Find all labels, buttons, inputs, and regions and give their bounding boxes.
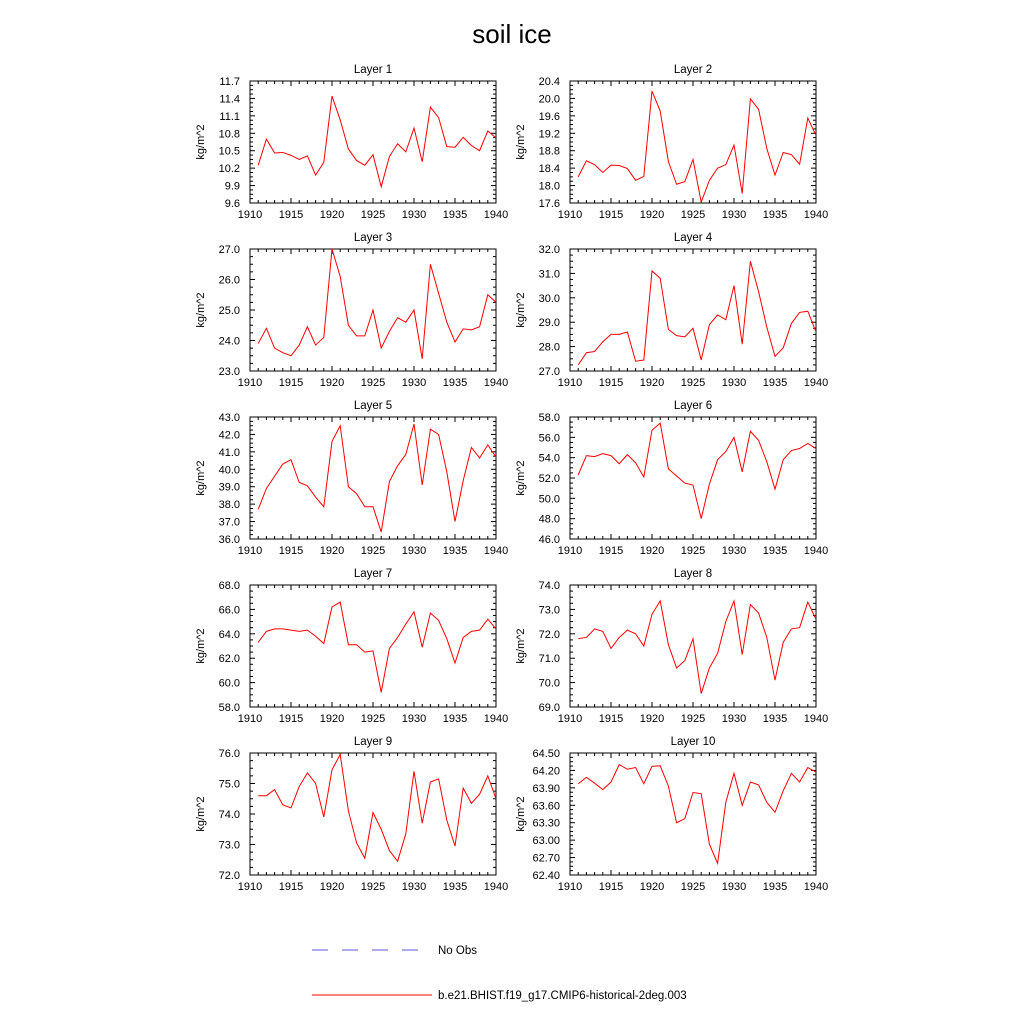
y-tick-label: 11.4 <box>219 93 240 106</box>
x-tick-label: 1910 <box>237 713 263 725</box>
y-tick-label: 64.50 <box>532 748 560 760</box>
x-tick-label: 1930 <box>721 713 747 725</box>
x-tick-label: 1925 <box>680 377 706 389</box>
y-tick-label: 19.6 <box>538 110 560 123</box>
series-line <box>258 424 496 532</box>
legend-item <box>312 990 687 1002</box>
y-tick-label: 63.30 <box>532 817 560 830</box>
y-tick-label: 20.0 <box>538 93 560 106</box>
x-tick-label: 1930 <box>721 881 747 893</box>
y-axis-label: kg/m^2 <box>515 124 527 160</box>
y-tick-label: 41.0 <box>218 446 240 459</box>
x-tick-label: 1915 <box>278 377 304 389</box>
x-tick-label: 1930 <box>401 377 427 389</box>
plot-frame <box>250 417 496 539</box>
x-tick-label: 1940 <box>803 377 829 389</box>
panel-title: Layer 7 <box>353 568 393 580</box>
y-tick-label: 63.90 <box>532 782 560 795</box>
x-tick-label: 1935 <box>762 881 788 893</box>
x-tick-label: 1940 <box>803 209 829 221</box>
panel-layer-3 <box>195 232 508 389</box>
y-tick-label: 56.0 <box>538 432 560 445</box>
y-axis-label: kg/m^2 <box>195 124 207 160</box>
x-tick-label: 1935 <box>442 209 468 221</box>
x-tick-label: 1935 <box>442 545 468 557</box>
x-tick-label: 1920 <box>639 713 665 725</box>
panel-layer-6 <box>515 400 828 557</box>
y-axis-label: kg/m^2 <box>195 628 207 664</box>
x-tick-label: 1925 <box>680 209 706 221</box>
x-tick-label: 1915 <box>598 713 624 725</box>
x-tick-label: 1920 <box>319 713 345 725</box>
y-tick-label: 18.0 <box>538 180 560 193</box>
panel-layer-4 <box>515 232 828 389</box>
legend <box>312 945 687 1002</box>
y-tick-label: 18.8 <box>538 145 560 158</box>
x-tick-label: 1910 <box>237 881 263 893</box>
x-tick-label: 1925 <box>360 713 386 725</box>
y-tick-label: 26.0 <box>218 274 240 287</box>
y-tick-label: 64.0 <box>218 628 240 641</box>
y-tick-label: 46.0 <box>538 534 560 546</box>
x-tick-label: 1925 <box>360 545 386 557</box>
plot-frame <box>570 753 816 875</box>
x-tick-label: 1910 <box>237 545 263 557</box>
y-tick-label: 62.70 <box>532 852 560 865</box>
y-tick-label: 63.60 <box>532 800 560 813</box>
x-tick-label: 1940 <box>803 881 829 893</box>
y-tick-label: 27.0 <box>538 366 560 378</box>
series-line <box>258 755 496 862</box>
x-tick-label: 1925 <box>680 713 706 725</box>
y-tick-label: 72.0 <box>218 870 240 882</box>
y-tick-label: 62.0 <box>218 653 240 666</box>
x-tick-label: 1920 <box>639 881 665 893</box>
y-tick-label: 70.0 <box>538 677 560 690</box>
y-axis-label: kg/m^2 <box>195 796 207 832</box>
x-tick-label: 1910 <box>557 713 583 725</box>
x-tick-label: 1930 <box>401 545 427 557</box>
series-line <box>258 249 496 359</box>
panel-layer-5 <box>195 400 508 557</box>
x-tick-label: 1935 <box>442 713 468 725</box>
y-tick-label: 43.0 <box>218 412 240 424</box>
x-tick-label: 1925 <box>680 881 706 893</box>
y-tick-label: 17.6 <box>538 198 560 210</box>
y-tick-label: 48.0 <box>538 513 560 526</box>
x-tick-label: 1920 <box>639 377 665 389</box>
x-tick-label: 1925 <box>680 545 706 557</box>
x-tick-label: 1935 <box>762 545 788 557</box>
x-tick-label: 1940 <box>483 377 509 389</box>
x-tick-label: 1910 <box>557 209 583 221</box>
x-tick-label: 1930 <box>401 209 427 221</box>
y-tick-label: 38.0 <box>218 499 240 512</box>
x-tick-label: 1940 <box>803 545 829 557</box>
series-line <box>578 261 816 365</box>
y-tick-label: 42.0 <box>218 429 240 442</box>
x-tick-label: 1940 <box>483 209 509 221</box>
y-tick-label: 20.4 <box>538 76 560 88</box>
y-tick-label: 63.00 <box>532 835 560 848</box>
x-tick-label: 1925 <box>360 881 386 893</box>
x-tick-label: 1915 <box>598 209 624 221</box>
y-tick-label: 74.0 <box>218 809 240 821</box>
panel-layer-9 <box>195 736 508 893</box>
x-tick-label: 1925 <box>360 377 386 389</box>
x-tick-label: 1910 <box>237 377 263 389</box>
panel-title: Layer 4 <box>673 232 713 244</box>
x-tick-label: 1920 <box>639 545 665 557</box>
y-axis-label: kg/m^2 <box>515 292 527 328</box>
x-tick-label: 1930 <box>721 545 747 557</box>
x-tick-label: 1910 <box>557 377 583 389</box>
y-tick-label: 73.0 <box>218 839 240 852</box>
series-line <box>578 91 816 202</box>
x-tick-label: 1935 <box>762 713 788 725</box>
x-tick-label: 1915 <box>278 881 304 893</box>
panel-layer-10 <box>515 736 828 893</box>
x-tick-label: 1930 <box>721 377 747 389</box>
x-tick-label: 1925 <box>360 209 386 221</box>
x-tick-label: 1915 <box>278 209 304 221</box>
y-tick-label: 24.0 <box>218 335 240 348</box>
y-axis-label: kg/m^2 <box>515 460 527 496</box>
y-tick-label: 71.0 <box>538 653 560 666</box>
x-tick-label: 1910 <box>557 881 583 893</box>
x-tick-label: 1935 <box>762 209 788 221</box>
x-tick-label: 1920 <box>319 881 345 893</box>
plot-frame <box>570 417 816 539</box>
plot-frame <box>250 585 496 707</box>
x-tick-label: 1930 <box>721 209 747 221</box>
y-tick-label: 39.0 <box>218 481 240 494</box>
x-tick-label: 1940 <box>483 881 509 893</box>
y-tick-label: 25.0 <box>218 305 240 317</box>
y-tick-label: 11.7 <box>219 76 240 88</box>
y-tick-label: 60.0 <box>218 677 240 690</box>
panel-title: Layer 2 <box>673 64 713 76</box>
panel-layer-2 <box>515 64 828 221</box>
y-tick-label: 69.0 <box>538 702 560 714</box>
y-tick-label: 74.0 <box>538 580 560 592</box>
x-tick-label: 1920 <box>319 545 345 557</box>
series-line <box>258 602 496 692</box>
y-tick-label: 64.20 <box>532 765 560 778</box>
y-tick-label: 62.40 <box>532 870 560 882</box>
y-tick-label: 10.8 <box>218 128 240 141</box>
panel-title: Layer 1 <box>353 64 393 76</box>
y-tick-label: 11.1 <box>219 110 240 123</box>
x-tick-label: 1910 <box>237 209 263 221</box>
y-tick-label: 27.0 <box>218 244 240 256</box>
x-tick-label: 1915 <box>598 545 624 557</box>
x-tick-label: 1915 <box>598 881 624 893</box>
x-tick-label: 1935 <box>442 881 468 893</box>
x-tick-label: 1935 <box>762 377 788 389</box>
x-tick-label: 1930 <box>401 881 427 893</box>
y-axis-label: kg/m^2 <box>515 628 527 664</box>
y-tick-label: 75.0 <box>218 778 240 791</box>
figure-title: soil ice <box>472 19 552 49</box>
y-tick-label: 18.4 <box>538 163 560 176</box>
panel-title: Layer 10 <box>670 736 716 748</box>
series-line <box>578 601 816 694</box>
y-tick-label: 72.0 <box>538 628 560 641</box>
y-tick-label: 10.2 <box>218 163 240 176</box>
panel-title: Layer 8 <box>673 568 713 580</box>
plot-frame <box>570 81 816 203</box>
y-tick-label: 66.0 <box>218 604 240 617</box>
y-tick-label: 10.5 <box>218 145 240 158</box>
y-axis-label: kg/m^2 <box>195 460 207 496</box>
plot-frame <box>570 585 816 707</box>
series-line <box>258 96 496 187</box>
panel-title: Layer 9 <box>353 736 393 748</box>
x-tick-label: 1920 <box>639 209 665 221</box>
panel-layer-1 <box>195 64 508 221</box>
y-tick-label: 50.0 <box>538 493 560 506</box>
y-tick-label: 31.0 <box>538 268 560 281</box>
y-tick-label: 28.0 <box>538 341 560 354</box>
y-tick-label: 76.0 <box>218 748 240 760</box>
x-tick-label: 1915 <box>598 377 624 389</box>
series-line <box>578 423 816 519</box>
y-tick-label: 37.0 <box>218 516 240 529</box>
y-axis-label: kg/m^2 <box>515 796 527 832</box>
y-tick-label: 19.2 <box>538 128 560 141</box>
x-tick-label: 1915 <box>278 713 304 725</box>
x-tick-label: 1940 <box>803 713 829 725</box>
y-tick-label: 58.0 <box>218 702 240 714</box>
series-line <box>578 765 816 864</box>
x-tick-label: 1940 <box>483 713 509 725</box>
legend-label: No Obs <box>438 945 477 957</box>
legend-label: b.e21.BHIST.f19_g17.CMIP6-historical-2deg.003 <box>438 990 687 1002</box>
y-axis-label: kg/m^2 <box>195 292 207 328</box>
y-tick-label: 68.0 <box>218 580 240 592</box>
x-tick-label: 1940 <box>483 545 509 557</box>
y-tick-label: 32.0 <box>538 244 560 256</box>
x-tick-label: 1930 <box>401 713 427 725</box>
y-tick-label: 58.0 <box>538 412 560 424</box>
y-tick-label: 36.0 <box>218 534 240 546</box>
y-tick-label: 40.0 <box>218 464 240 477</box>
y-tick-label: 23.0 <box>218 366 240 378</box>
panels-grid <box>195 64 828 893</box>
y-tick-label: 9.9 <box>224 180 240 193</box>
y-tick-label: 30.0 <box>538 292 560 305</box>
y-tick-label: 52.0 <box>538 473 560 485</box>
x-tick-label: 1910 <box>557 545 583 557</box>
x-tick-label: 1915 <box>278 545 304 557</box>
panel-title: Layer 5 <box>353 400 393 412</box>
panel-title: Layer 6 <box>673 400 713 412</box>
y-tick-label: 29.0 <box>538 317 560 330</box>
legend-item <box>312 945 477 957</box>
panel-layer-7 <box>195 568 508 725</box>
y-tick-label: 9.6 <box>224 198 240 210</box>
x-tick-label: 1935 <box>442 377 468 389</box>
panel-title: Layer 3 <box>353 232 393 244</box>
x-tick-label: 1920 <box>319 209 345 221</box>
y-tick-label: 73.0 <box>538 604 560 617</box>
y-tick-label: 54.0 <box>538 452 560 465</box>
panel-layer-8 <box>515 568 828 725</box>
x-tick-label: 1920 <box>319 377 345 389</box>
